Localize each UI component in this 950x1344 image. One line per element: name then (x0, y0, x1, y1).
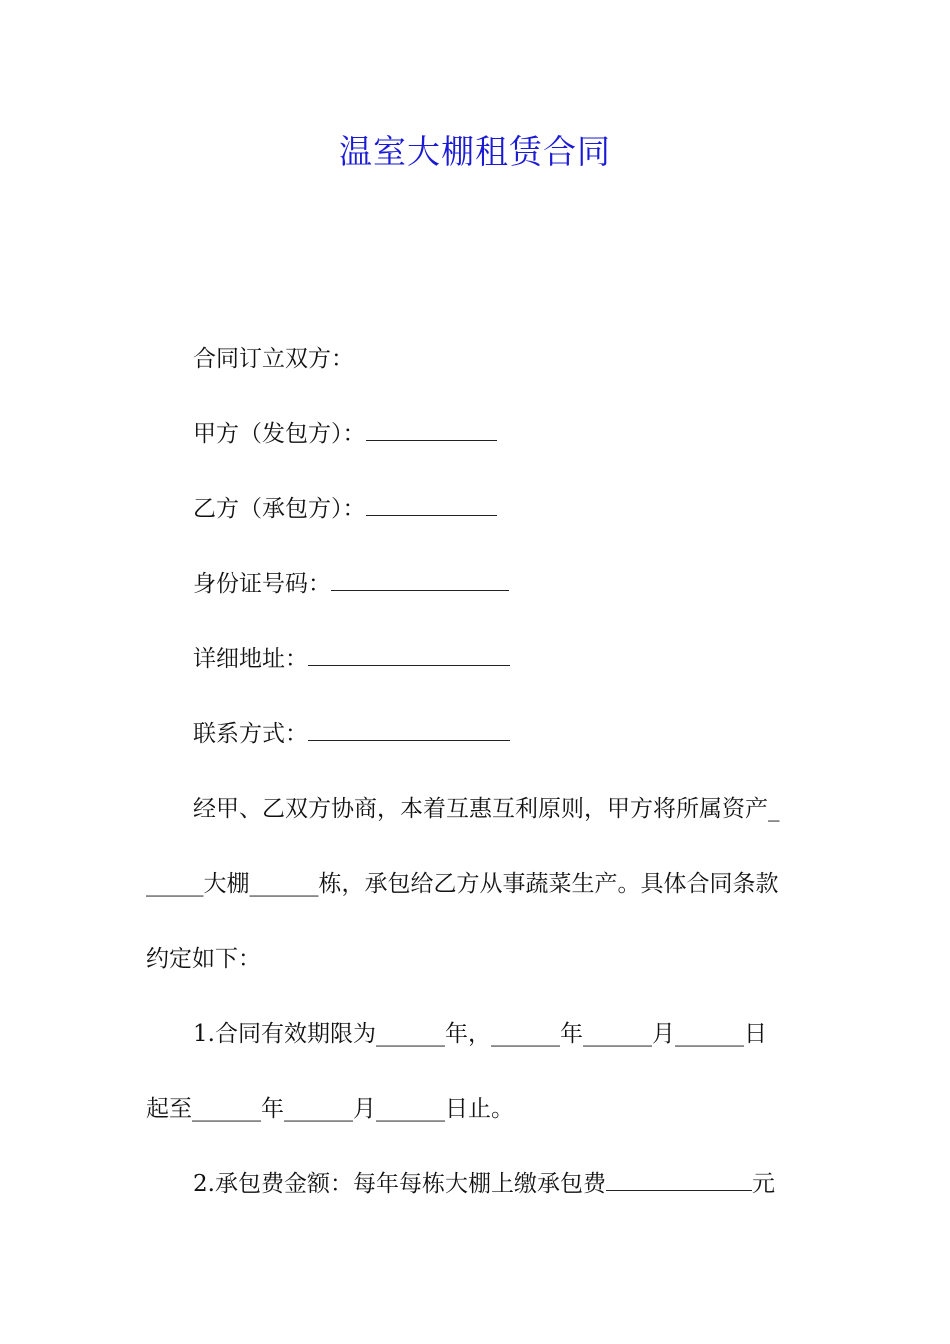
party-b-row (193, 492, 497, 526)
id-number-blank (331, 570, 509, 591)
clause-2-fee-blank (606, 1170, 752, 1191)
contact-row (193, 717, 510, 751)
party-a-row (193, 417, 497, 451)
address-label: 详细地址： (193, 646, 308, 672)
intro-line-2 (146, 867, 779, 901)
party-b-blank (366, 495, 497, 516)
clause-1-line-2: 起至______年______月______日止。 (146, 1096, 514, 1122)
clause-2-line-1 (193, 1167, 775, 1201)
party-a-blank (366, 420, 497, 441)
address-row (193, 642, 510, 676)
intro-line-2-part-a: _____大棚 (146, 871, 250, 897)
intro-line-1: 经甲、乙双方协商，本着互惠互利原则，甲方将所属资产_ (193, 796, 780, 822)
id-number-row (193, 567, 509, 601)
clause-2-text: 2.承包费金额：每年每栋大棚上缴承包费 (193, 1171, 606, 1197)
document-title: 温室大棚租赁合同 (339, 132, 611, 171)
contact-label: 联系方式： (193, 721, 308, 747)
address-blank (308, 645, 510, 666)
party-b-label: 乙方（承包方）： (193, 496, 366, 522)
contact-blank (308, 720, 510, 741)
intro-line-2-part-b: ______栋，承包给乙方从事蔬菜生产。具体合同条款 (249, 871, 779, 897)
id-number-label: 身份证号码： (193, 571, 331, 597)
intro-line-3: 约定如下： (146, 946, 261, 972)
parties-heading: 合同订立双方： (193, 346, 354, 372)
clause-1-line-1: 1.合同有效期限为______年，______年______月______日 (193, 1021, 767, 1047)
clause-2-unit: 元 (751, 1171, 775, 1197)
party-a-label: 甲方（发包方）： (193, 421, 366, 447)
